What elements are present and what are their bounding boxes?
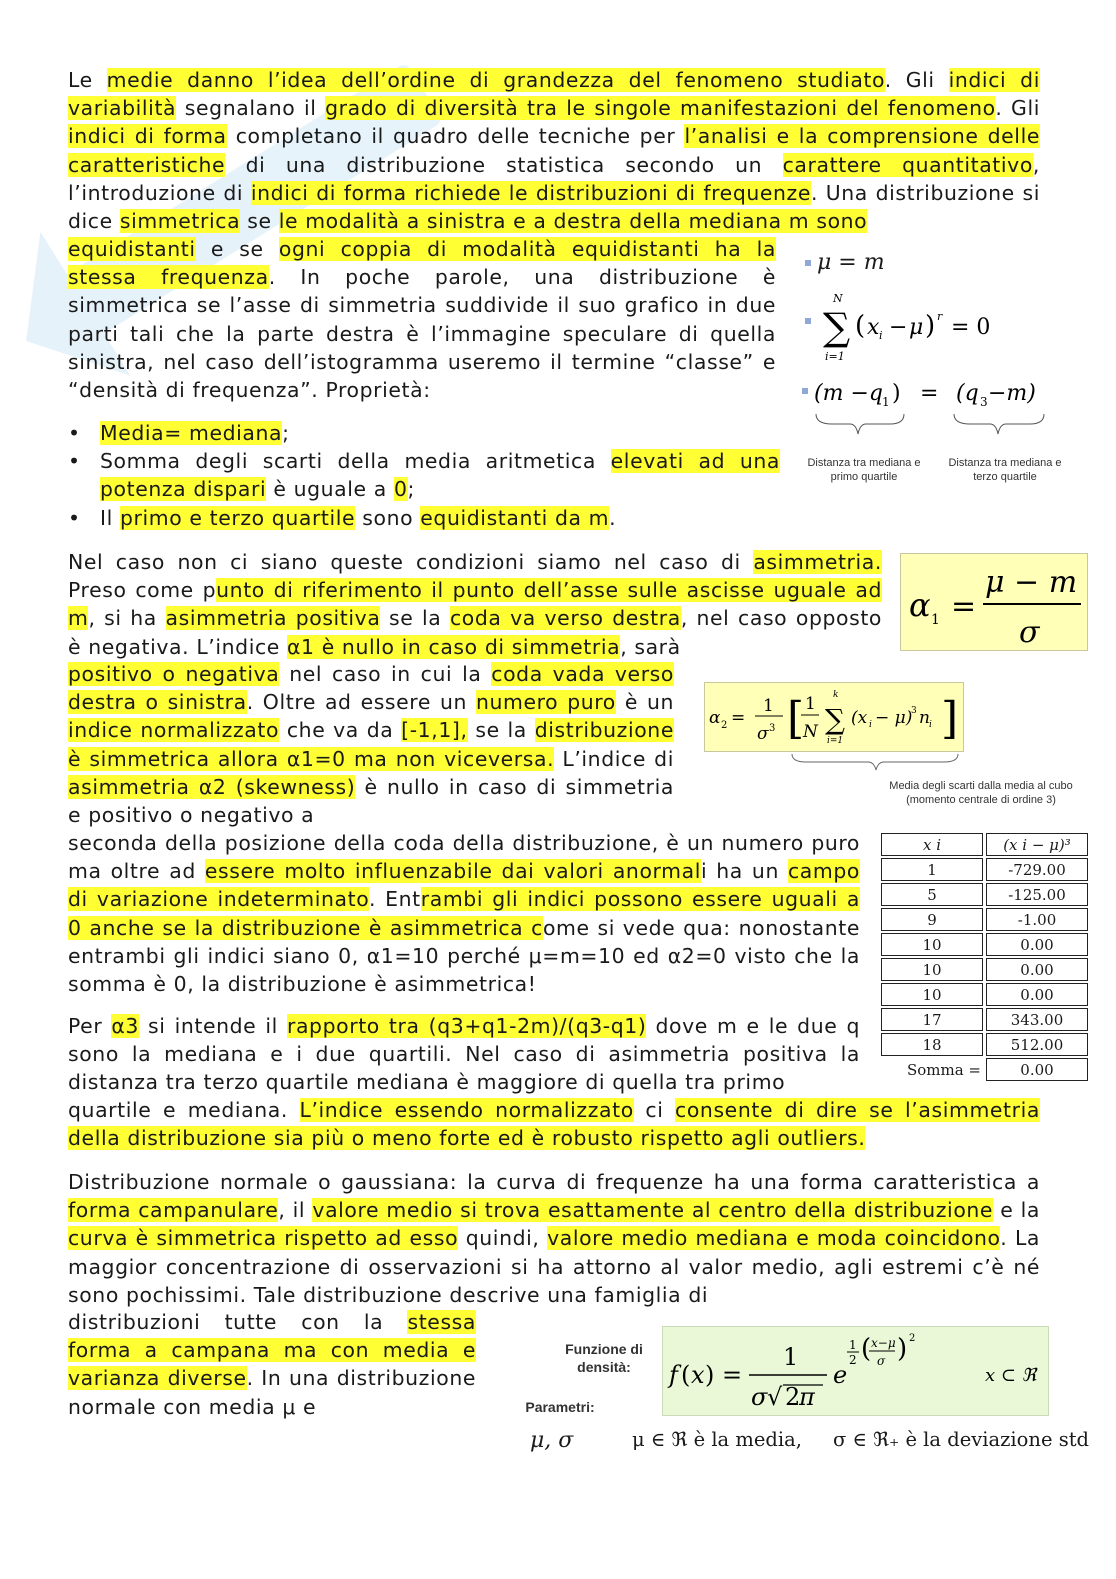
highlighted-text: valore medio si trova esattamente al centro della distribuzione bbox=[312, 1198, 994, 1223]
table-cell: 0.00 bbox=[986, 983, 1088, 1006]
text-run: , si ha bbox=[88, 606, 166, 631]
table-cell: -1.00 bbox=[986, 908, 1088, 931]
deviations-table bbox=[878, 831, 1091, 1083]
text-run: ci bbox=[633, 1098, 676, 1122]
properties-list bbox=[68, 419, 780, 532]
formula-alpha1 bbox=[900, 553, 1088, 651]
text-run: se la bbox=[467, 718, 535, 743]
text-run: , l’introduzione di bbox=[68, 152, 1040, 205]
brace-alpha2 bbox=[790, 752, 960, 772]
paragraph-symmetry bbox=[68, 235, 776, 404]
svg-text:n: n bbox=[919, 708, 930, 728]
text-run: e se bbox=[195, 237, 279, 261]
svg-text:N: N bbox=[833, 292, 843, 305]
svg-text:(m −q: (m −q bbox=[814, 381, 883, 406]
highlighted-text: medie danno l’idea dell’ordine di grandezza del fenomeno studiato bbox=[106, 68, 885, 92]
params-label: Parametri: bbox=[525, 1399, 595, 1415]
table-cell: 10 bbox=[881, 933, 983, 956]
text-run: distribuzioni tutte con la bbox=[68, 1310, 408, 1334]
highlighted-text: positivo o negativa bbox=[68, 662, 280, 686]
svg-text:1: 1 bbox=[882, 395, 890, 409]
highlighted-text: α1 è nullo in caso di simmetria bbox=[287, 634, 621, 659]
highlighted-text: distribuzione è simmetrica allora α1=0 ma non viceversa. bbox=[68, 718, 674, 771]
text-run: e la bbox=[993, 1198, 1041, 1223]
svg-text:i: i bbox=[869, 720, 872, 730]
formula-quartile-distance bbox=[802, 372, 1062, 456]
highlighted-text: grado di diversità tra le singole manifestazioni del fenomeno bbox=[325, 96, 996, 121]
svg-text:1: 1 bbox=[763, 696, 774, 716]
text-run: . Una distribuzione si dice bbox=[68, 180, 1040, 234]
paragraph-intro bbox=[68, 66, 1040, 235]
formula-alpha2 bbox=[704, 682, 964, 752]
highlighted-text: elevati ad una potenza dispari bbox=[100, 449, 780, 502]
highlighted-text: indici di forma bbox=[68, 124, 227, 149]
svg-text:): ) bbox=[897, 1334, 908, 1364]
paragraph-alpha2 bbox=[68, 829, 860, 998]
text-run: Preso come p bbox=[68, 578, 217, 603]
text-run: quartile e mediana. bbox=[68, 1098, 300, 1122]
svg-text:π: π bbox=[799, 1383, 815, 1411]
highlighted-text: [-1,1], bbox=[401, 718, 468, 743]
svg-text:1: 1 bbox=[931, 612, 940, 628]
svg-text:∑: ∑ bbox=[825, 703, 845, 736]
text-run: che va da bbox=[279, 718, 402, 743]
highlighted-text: unto di riferimento il punto dell’asse sulle ascisse uguale ad m bbox=[68, 578, 883, 631]
caption-first-quartile: Distanza tra mediana e primo quartile bbox=[807, 457, 921, 483]
svg-text:N: N bbox=[803, 722, 818, 742]
text-run: . In poche parole, una distribuzione è simmetrica se l’asse di simmetria suddivide il suo grafico in due parti tali che la parte destra è l’immagine speculare di quella sinistra, nel caso dell’istogramma useremo il termine “classe” e “densità di frequenza”. Proprietà: bbox=[68, 265, 776, 403]
text-run: . La maggior concentrazione di osservazioni si ha attorno al valor medio, agli estremi c’è né sono pochissimi. Tale distribuzione descrive una famiglia di bbox=[68, 1226, 1040, 1307]
svg-text:3: 3 bbox=[911, 706, 917, 716]
svg-text:i=1: i=1 bbox=[825, 350, 845, 363]
svg-text:x: x bbox=[867, 315, 880, 340]
highlighted-text: equidistanti bbox=[68, 237, 196, 261]
table-cell: -125.00 bbox=[986, 883, 1088, 906]
table-cell: 17 bbox=[881, 1008, 983, 1031]
svg-text:−: − bbox=[889, 315, 908, 340]
text-run: . Oltre ad essere un bbox=[246, 690, 476, 715]
svg-text:−m): −m) bbox=[988, 381, 1036, 406]
svg-text:i=1: i=1 bbox=[827, 736, 844, 746]
svg-text:f: f bbox=[669, 1361, 678, 1389]
svg-text:r: r bbox=[937, 310, 943, 323]
paragraph-alpha3-normalized bbox=[68, 1096, 1040, 1152]
svg-text:2: 2 bbox=[909, 1333, 916, 1344]
svg-text:σ: σ bbox=[1019, 615, 1040, 650]
text-run: . Gli bbox=[884, 68, 949, 92]
svg-text:1: 1 bbox=[805, 694, 816, 714]
highlighted-text: asimmetria. bbox=[753, 550, 882, 574]
highlighted-text: asimmetria positiva bbox=[165, 606, 381, 631]
table-row bbox=[881, 908, 1088, 931]
highlighted-text: consente di dire se l’asimmetria della distribuzione sia più o meno forte ed è robusto rispetto agli outliers. bbox=[68, 1098, 1040, 1151]
svg-text:= 0: = 0 bbox=[951, 315, 991, 340]
text-run: se bbox=[240, 209, 279, 234]
text-run: è un bbox=[615, 690, 674, 715]
text-run: L’indice di bbox=[554, 746, 674, 771]
svg-text:=: = bbox=[731, 708, 746, 728]
sum-value: 0.00 bbox=[986, 1058, 1088, 1081]
caption-third-quartile: Distanza tra mediana e terzo quartile bbox=[948, 457, 1062, 483]
text-run: . Ent bbox=[368, 887, 421, 912]
table-cell: 0.00 bbox=[986, 933, 1088, 956]
params-description: μ ∈ ℜ è la media, σ ∈ ℜ₊ è la deviazione std bbox=[632, 1428, 1090, 1451]
svg-text:=: = bbox=[920, 381, 939, 406]
text-run: , sarà bbox=[620, 634, 681, 659]
list-item bbox=[68, 419, 780, 447]
text-run: Le bbox=[68, 68, 107, 92]
table-row bbox=[881, 1008, 1088, 1031]
highlighted-text: ogni coppia di modalità equidistanti ha la stessa frequenza bbox=[68, 237, 776, 290]
text-run: si intende il bbox=[138, 1014, 287, 1038]
text-run: è uguale a bbox=[266, 477, 394, 502]
svg-text:k: k bbox=[833, 690, 839, 700]
text-run: se la bbox=[380, 606, 450, 631]
list-item bbox=[68, 504, 780, 532]
text-run: i ha un bbox=[700, 859, 788, 884]
highlighted-text: curva è simmetrica rispetto ad esso bbox=[68, 1226, 459, 1251]
svg-text:x: x bbox=[691, 1361, 705, 1389]
formula-sum-deviations bbox=[805, 290, 1015, 371]
table-cell: 5 bbox=[881, 883, 983, 906]
highlighted-text: 0 bbox=[393, 477, 408, 502]
paragraph-alpha3 bbox=[68, 1012, 860, 1097]
svg-text:]: ] bbox=[941, 693, 959, 744]
highlighted-text: α3 bbox=[111, 1014, 139, 1038]
svg-text:3: 3 bbox=[980, 395, 988, 409]
svg-text:2: 2 bbox=[721, 720, 728, 731]
text-run: completano il quadro delle tecniche per bbox=[226, 124, 685, 149]
highlighted-text: indici di forma richiede le distribuzioni di frequenze bbox=[250, 180, 811, 205]
svg-text:(: ( bbox=[681, 1361, 691, 1389]
svg-text:2: 2 bbox=[785, 1383, 801, 1411]
highlighted-text: rambi gli indici possono essere uguali a 0 anche se la distribuzione è asimmetrica c bbox=[68, 887, 860, 940]
paragraph-asymmetry bbox=[68, 548, 882, 661]
highlighted-text: carattere quantitativo bbox=[782, 152, 1033, 177]
highlighted-text: indici di variabilità bbox=[68, 68, 1040, 121]
highlighted-text: coda va verso destra bbox=[450, 606, 681, 631]
paragraph-normal-distribution bbox=[68, 1168, 1040, 1309]
svg-text:i: i bbox=[879, 329, 883, 342]
svg-text:(: ( bbox=[861, 1334, 872, 1364]
table-row bbox=[881, 933, 1088, 956]
table-row bbox=[881, 958, 1088, 981]
svg-text:σ: σ bbox=[877, 1354, 886, 1368]
text-run: Per bbox=[68, 1014, 112, 1038]
svg-text:): ) bbox=[925, 311, 936, 341]
text-run: Somma degli scarti della media aritmetica bbox=[100, 449, 611, 474]
table-header: x i bbox=[881, 833, 983, 856]
svg-text:[: [ bbox=[787, 693, 805, 744]
highlighted-text: numero puro bbox=[475, 690, 616, 715]
svg-text:1: 1 bbox=[849, 1338, 857, 1352]
table-cell: 512.00 bbox=[986, 1033, 1088, 1056]
text-run: , il bbox=[278, 1198, 313, 1223]
text-run: Nel caso non ci siano queste condizioni siamo nel caso di bbox=[68, 550, 754, 574]
sum-label: Somma = bbox=[906, 1060, 981, 1079]
highlighted-text: le modalità a sinistra e a destra della mediana m sono bbox=[278, 209, 868, 234]
table-row bbox=[881, 983, 1088, 1006]
text-run: Distribuzione normale o gaussiana: la curva di frequenze ha una forma caratteristica a bbox=[68, 1170, 1040, 1194]
text-run: di una distribuzione statistica secondo un bbox=[225, 152, 783, 177]
svg-text:σ: σ bbox=[751, 1383, 768, 1411]
table-row bbox=[881, 858, 1088, 881]
highlighted-text: forma campanulare bbox=[68, 1198, 279, 1223]
svg-text:i: i bbox=[929, 720, 932, 730]
highlighted-text: stessa forma a campana ma con media e varianza diverse bbox=[68, 1310, 476, 1391]
table-header: (x i − μ)³ bbox=[986, 833, 1088, 856]
svg-text:3: 3 bbox=[769, 723, 776, 734]
highlighted-text: indice normalizzato bbox=[68, 718, 280, 743]
highlighted-text: essere molto influenzabile dai valori anormal bbox=[204, 859, 701, 884]
text-run: . Gli bbox=[995, 96, 1040, 121]
text-run: ; bbox=[282, 421, 290, 445]
paragraph-normal-family bbox=[68, 1308, 476, 1421]
svg-text:1: 1 bbox=[783, 1343, 799, 1371]
highlighted-text: Media= mediana bbox=[100, 421, 283, 445]
highlighted-text: simmetrica bbox=[119, 209, 241, 234]
svg-text:α: α bbox=[909, 586, 931, 624]
highlighted-text: campo di variazione indeterminato bbox=[68, 859, 860, 912]
density-label: Funzione di densità: bbox=[565, 1341, 643, 1375]
svg-text:(: ( bbox=[855, 311, 866, 341]
svg-text:μ − m: μ − m bbox=[985, 565, 1078, 600]
text-run: segnalano il bbox=[176, 96, 326, 121]
text-run: Il bbox=[100, 505, 120, 530]
table-cell: -729.00 bbox=[986, 858, 1088, 881]
svg-text:2: 2 bbox=[849, 1353, 857, 1367]
text-run: seconda della posizione della coda della distribuzione, è un numero puro ma oltre ad bbox=[68, 831, 860, 884]
svg-text:e: e bbox=[833, 1361, 848, 1389]
table-cell: 343.00 bbox=[986, 1008, 1088, 1031]
text-run: sono bbox=[355, 505, 421, 530]
text-run: dove m e le due q sono la mediana e i due quartili. Nel caso di asimmetria positiva la distanza tra terzo quartile mediana è maggiore di quella tra primo bbox=[68, 1014, 860, 1095]
text-run: . In una distribuzione normale con media μ e bbox=[68, 1366, 476, 1419]
svg-text:μ: μ bbox=[909, 315, 924, 340]
text-run: è nullo in caso di simmetria e positivo o negativo a bbox=[68, 774, 674, 828]
table-cell: 10 bbox=[881, 958, 983, 981]
paragraph-alpha-indices bbox=[68, 660, 674, 829]
svg-text:x ⊂ ℜ: x ⊂ ℜ bbox=[985, 1365, 1037, 1386]
text-run: ome si vede qua: nonostante entrambi gli indici siano 0, α1=10 perché μ=m=10 ed α2=0 visto che la somma è 0, la distribuzione è asimmetrica! bbox=[68, 915, 860, 997]
table-cell: 1 bbox=[881, 858, 983, 881]
table-cell: 10 bbox=[881, 983, 983, 1006]
table-cell: 18 bbox=[881, 1033, 983, 1056]
highlighted-text: rapporto tra (q3+q1-2m)/(q3-q1) bbox=[286, 1014, 647, 1038]
table-row bbox=[881, 883, 1088, 906]
highlighted-text: L’indice essendo normalizzato bbox=[299, 1098, 634, 1122]
table-sum-row bbox=[881, 1058, 1088, 1081]
table-cell: 0.00 bbox=[986, 958, 1088, 981]
svg-text:√: √ bbox=[767, 1383, 783, 1411]
text-run: , nel caso opposto è negativa. L’indice bbox=[68, 606, 882, 659]
table-row bbox=[881, 1033, 1088, 1056]
svg-text:): ) bbox=[892, 381, 901, 406]
text-run: nel caso in cui la bbox=[279, 662, 492, 686]
list-item bbox=[68, 447, 780, 503]
highlighted-text: primo e terzo quartile bbox=[119, 505, 356, 530]
params-symbols: μ, σ bbox=[530, 1428, 574, 1453]
table-cell: 9 bbox=[881, 908, 983, 931]
highlighted-text: valore medio mediana e moda coincidono bbox=[547, 1226, 1001, 1251]
formula-normal-density bbox=[662, 1326, 1049, 1416]
highlighted-text: asimmetria α2 (skewness) bbox=[68, 774, 356, 799]
highlighted-text: coda vada verso destra o sinistra bbox=[68, 662, 674, 715]
svg-text:(x: (x bbox=[851, 708, 868, 728]
svg-text:∑: ∑ bbox=[823, 305, 851, 349]
text-run: ; bbox=[407, 477, 416, 502]
highlighted-text: equidistanti da m bbox=[420, 505, 610, 530]
svg-text:σ: σ bbox=[757, 724, 769, 744]
highlighted-text: l’analisi e la comprensione delle caratteristiche bbox=[68, 124, 1040, 177]
text-run: . bbox=[609, 505, 617, 530]
formula-mean-median: μ = m bbox=[805, 250, 885, 275]
svg-text:− μ): − μ) bbox=[875, 708, 913, 728]
caption-central-moment: Media degli scarti dalla media al cubo (momento centrale di ordine 3) bbox=[889, 780, 1073, 806]
svg-text:α: α bbox=[709, 708, 721, 728]
svg-text:(q: (q bbox=[956, 381, 979, 406]
svg-text:) =: ) = bbox=[705, 1361, 743, 1389]
svg-text:=: = bbox=[951, 589, 977, 624]
svg-text:x−μ: x−μ bbox=[871, 1336, 896, 1350]
text-run: quindi, bbox=[458, 1226, 548, 1251]
